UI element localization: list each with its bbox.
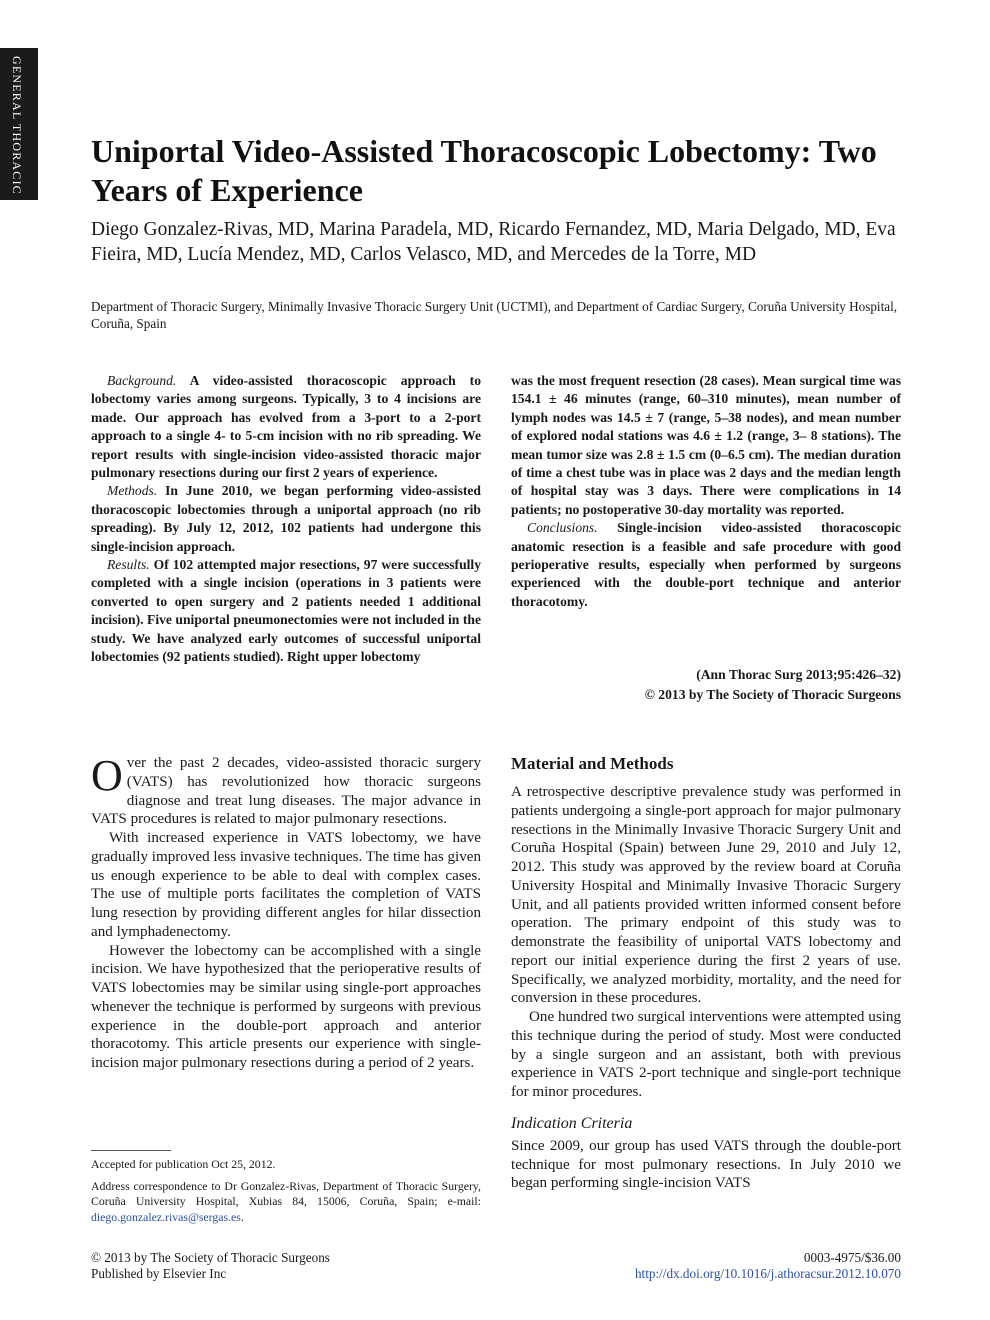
page-footer-left xyxy=(91,1250,481,1282)
methods-paragraph-1: A retrospective descriptive prevalence study was performed in patients undergoing a single-port approach for major pulmonary resections in the Minimally Invasive Thoracic Surgery Unit and Coruña Hospital (Spain) between June 29, 2010 and July 12, 2012. This study was approved by the review board at Coruña University Hospital and Minimally Invasive Thoracic Surgery Unit, and all patients provided written informed consent before operation. The primary endpoint of this study was to demonstrate the feasibility of uniportal VATS lobectomy and report our initial experience during the first 2 years of use. Specifically, we analyzed morbidity, mortality, and the need for conversion in these procedures. xyxy=(511,784,901,1007)
intro-paragraph-3: However the lobectomy can be accomplished with a single incision. We have hypothesized that the perioperative results of VATS lobectomies may be similar using single-port approaches whenever the technique is performed by surgeons with previous experience in the double-port approach and anterior thoracotomy. This article presents our experience with single-incision major pulmonary resections during a period of 2 years. xyxy=(91,942,481,1071)
journal-reference: (Ann Thorac Surg 2013;95:426–32) xyxy=(696,667,901,682)
abstract-results-continued: was the most frequent resection (28 cases). Mean surgical time was 154.1 ± 46 minutes (range, 60–310 minutes), mean number of lymph nodes was 14.5 ± 7 (range, 5–38 nodes), and mean number of explored nodal stations was 4.6 ± 1.2 (range, 3– 8 stations). The mean tumor size was 2.8 ± 1.5 cm (0–6.5 cm). The median duration of time a chest tube was in place was 2 days and the median length of hospital stay was 3 days. There were complications in 14 patients; no postoperative 30-day mortality was reported. xyxy=(511,373,901,517)
doi-link[interactable]: http://dx.doi.org/10.1016/j.athoracsur.2012.10.070 xyxy=(634,1266,901,1281)
conclusions-label: Conclusions. xyxy=(527,520,598,536)
body-left-column xyxy=(91,751,481,1073)
methods-label: Methods. xyxy=(107,483,158,499)
article-title: Uniportal Video-Assisted Thoracoscopic Lobectomy: Two Years of Experience xyxy=(91,133,877,208)
abstract-conclusions xyxy=(511,519,901,611)
citation-block xyxy=(511,665,901,705)
methods-text: In June 2010, we began performing video-assisted thoracoscopic lobectomies through a uniportal approach (no rib spreading). By July 12, 2012, 102 patients had undergone this single-incision approach. xyxy=(91,483,481,554)
abstract-right-column xyxy=(511,372,901,611)
footer-copyright: © 2013 by The Society of Thoracic Surgeons xyxy=(91,1250,330,1265)
intro-paragraph-2: With increased experience in VATS lobectomy, we have gradually improved less invasive techniques. The time has given us enough experience to be able to deal with complex cases. The use of multiple ports facilitates the completion of VATS lung resection by providing different angles for hilar dissection and lymphadenectomy. xyxy=(91,830,481,940)
results-label: Results. xyxy=(107,557,150,573)
abstract-results xyxy=(91,556,481,666)
section-heading: Material and Methods xyxy=(511,754,674,773)
intro-paragraph-1-text: ver the past 2 decades, video-assisted thoracic surgery (VATS) has revolutionized how thoracic surgeons diagnose and treat lung diseases. The major advance in VATS procedures is related to major pulmonary resections. xyxy=(91,755,481,828)
correspondence-text: Address correspondence to Dr Gonzalez-Rivas, Department of Thoracic Surgery, Coruña University Hospital, Xubias 84, 15006, Coruña, Spain; e-mail: xyxy=(91,1178,481,1208)
body-right-column xyxy=(511,754,901,1193)
email-link[interactable]: diego.gonzalez.rivas@sergas.es xyxy=(91,1209,241,1224)
intro-paragraph-1 xyxy=(91,751,481,829)
methods-paragraph-2: One hundred two surgical interventions were attempted using this technique during the period of study. Most were conducted by a single surgeon and an assistant, both with previous experience in VATS 2-port technique and single-port technique for minor procedures. xyxy=(511,1009,901,1100)
results-text: Of 102 attempted major resections, 97 were successfully completed with a single incision (operations in 3 patients were converted to open surgery and 2 patients needed 1 additional incision). Five uniportal pneumonectomies were not included in the study. We have analyzed early outcomes of successful uniportal lobectomies (92 patients studied). Right upper lobectomy xyxy=(91,557,481,665)
abstract-methods xyxy=(91,482,481,556)
drop-cap: O xyxy=(91,751,123,800)
section-tab xyxy=(0,48,38,200)
indication-paragraph: Since 2009, our group has used VATS through the double-port technique for most pulmonary resections. In July 2010 we began performing single-incision VATS xyxy=(511,1137,901,1192)
footer-publisher: Published by Elsevier Inc xyxy=(91,1266,227,1281)
affiliation: Department of Thoracic Surgery, Minimally Invasive Thoracic Surgery Unit (UCTMI), and Department of Cardiac Surgery, Coruña University Hospital, Coruña, Spain xyxy=(91,299,898,331)
footnotes xyxy=(91,1157,481,1231)
abstract-left-column xyxy=(91,372,481,667)
correspondence-note xyxy=(91,1179,481,1226)
abstract-background xyxy=(91,372,481,482)
conclusions-text: Single-incision video-assisted thoracoscopic anatomic resection is a feasible and safe procedure with good perioperative results, especially when performed by surgeons experienced with the double-port technique and anterior thoracotomy. xyxy=(511,520,901,609)
accepted-note: Accepted for publication Oct 25, 2012. xyxy=(91,1157,276,1171)
section-tab-label: GENERAL THORACIC xyxy=(10,56,24,195)
background-text: A video-assisted thoracoscopic approach to lobectomy varies among surgeons. Typically, 3 to 4 incisions are made. Our approach has evolved from a 3-port to a 2-port approach to a single 4- to 5-cm incision with no rib spreading. We report results with single-incision video-assisted thoracic major pulmonary resections during our first 2 years of experience. xyxy=(91,373,481,481)
background-label: Background. xyxy=(107,373,177,388)
footnote-divider xyxy=(91,1150,171,1151)
abstract-copyright: © 2013 by The Society of Thoracic Surgeons xyxy=(644,687,901,702)
page-footer-right xyxy=(511,1250,901,1282)
footer-issn: 0003-4975/$36.00 xyxy=(803,1250,901,1265)
author-list: Diego Gonzalez-Rivas, MD, Marina Paradela, MD, Ricardo Fernandez, MD, Maria Delgado, MD, Eva Fieira, MD, Lucía Mendez, MD, Carlos Velasco, MD, and Mercedes de la Torre, MD xyxy=(91,219,896,265)
subsection-heading: Indication Criteria xyxy=(511,1114,633,1132)
correspondence-period: . xyxy=(240,1209,244,1224)
